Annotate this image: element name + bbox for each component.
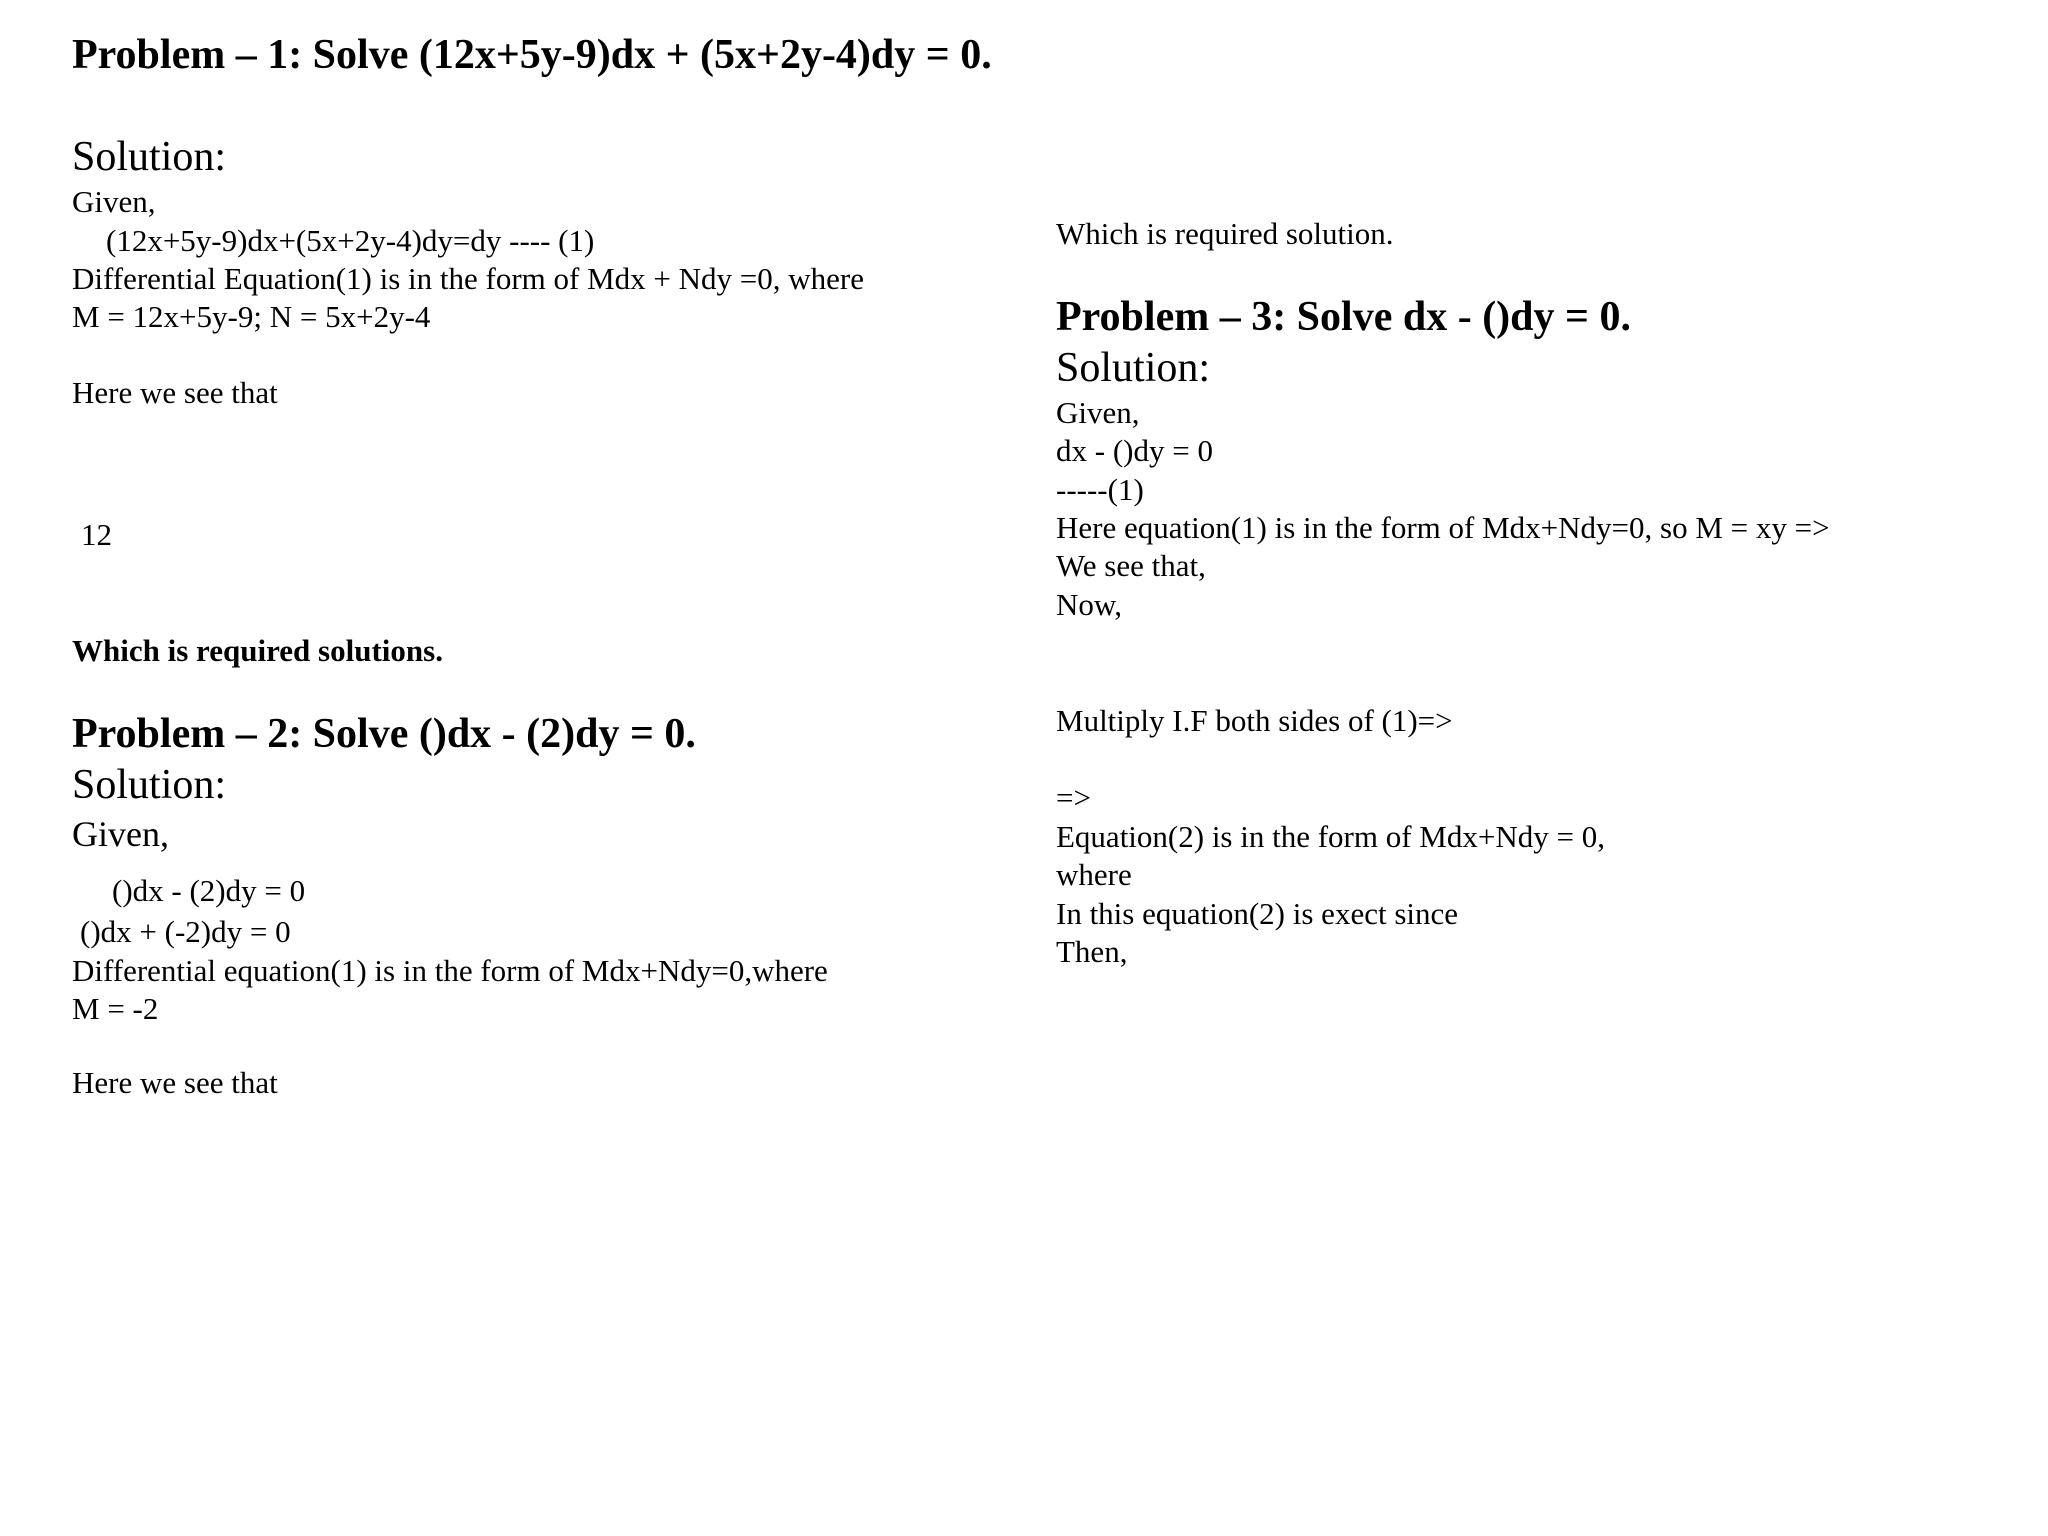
problem-1-form-statement: Differential Equation(1) is in the form of Mdx + Ndy =0, where [72,261,864,296]
problem-1-here-we-see: Here we see that [72,375,278,410]
problem-3-equation: dx - ()dy = 0 [1056,433,1213,468]
problem-1-conclusion: Which is required solutions. [72,633,443,668]
problem-3-multiply: Multiply I.F both sides of (1)=> [1056,703,1453,738]
problem-2-m-value: M = -2 [72,991,159,1026]
problem-1-equation: (12x+5y-9)dx+(5x+2y-4)dy=dy ---- (1) [106,223,595,258]
problem-2-equation-a: ()dx - (2)dy = 0 [112,873,306,908]
problem-2-form-statement: Differential equation(1) is in the form of Mdx+Ndy=0,where [72,953,828,988]
problem-1-solution-label: Solution: [72,134,227,180]
problem-3-we-see: We see that, [1056,548,1206,583]
problem-3-form-statement: Here equation(1) is in the form of Mdx+Ndy=0, so M = xy => [1056,510,1830,545]
problem-1-given: Given, [72,184,156,219]
problem-3-now: Now, [1056,587,1123,622]
problem-3-eq2-form: Equation(2) is in the form of Mdx+Ndy = 0, [1056,819,1605,854]
problem-2-solution-label: Solution: [72,762,227,808]
problem-3-equation-ref: -----(1) [1056,472,1144,507]
problem-1-mn-values: M = 12x+5y-9; N = 5x+2y-4 [72,299,431,334]
problem-3-where: where [1056,857,1132,892]
right-column [1056,0,2016,1536]
problem-3-title: Problem – 3: Solve dx - ()dy = 0. [1056,294,1631,340]
problem-2-title: Problem – 2: Solve ()dx - (2)dy = 0. [72,711,696,757]
problem-3-solution-label: Solution: [1056,345,1211,391]
problem-2-here-we-see: Here we see that [72,1065,278,1100]
left-column [72,0,1032,1536]
problem-3-implies: => [1056,780,1091,815]
problem-3-exact: In this equation(2) is exect since [1056,896,1459,931]
problem-1-title: Problem – 1: Solve (12x+5y-9)dx + (5x+2y-4)dy = 0. [72,32,992,78]
problem-2-equation-b: ()dx + (-2)dy = 0 [80,914,291,949]
previous-conclusion: Which is required solution. [1056,216,1394,251]
problem-2-given: Given, [72,814,169,854]
problem-1-number: 12 [81,517,112,552]
problem-3-given: Given, [1056,395,1140,430]
problem-3-then: Then, [1056,934,1128,969]
